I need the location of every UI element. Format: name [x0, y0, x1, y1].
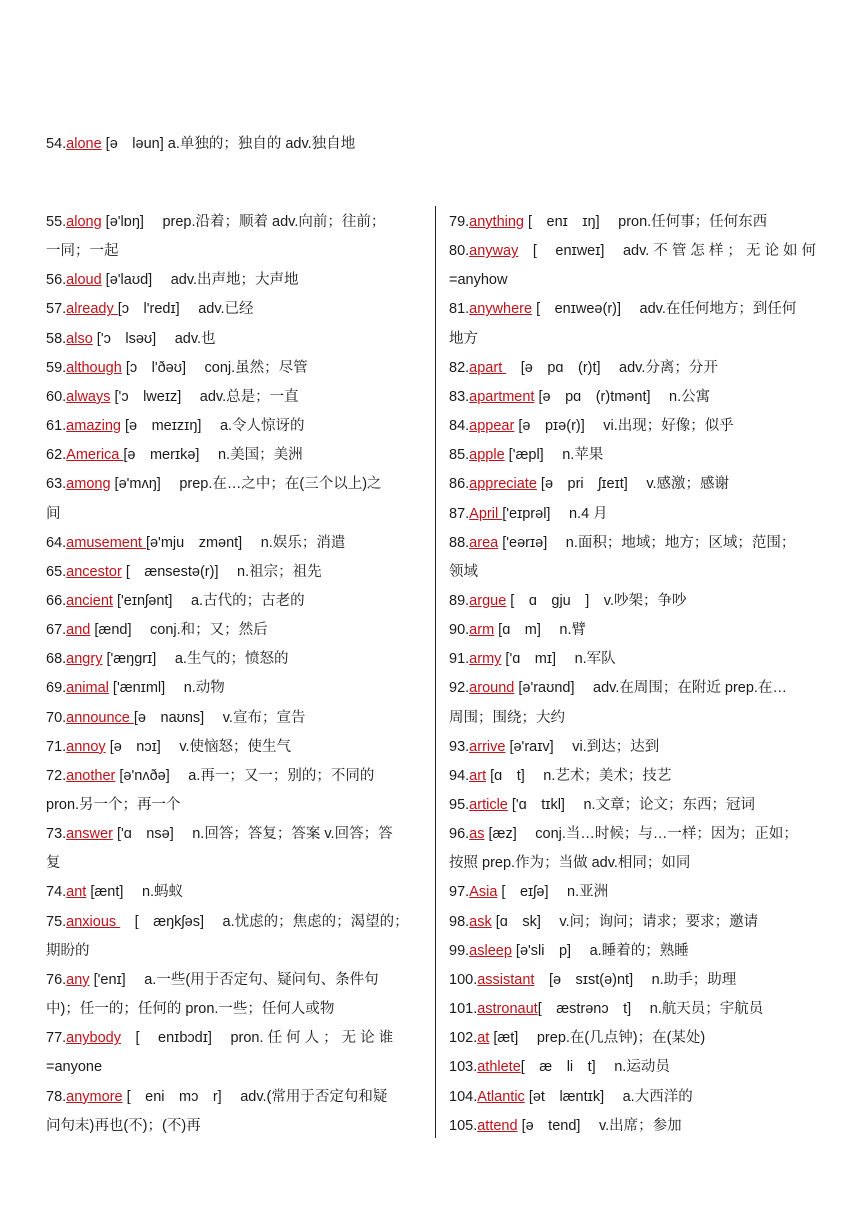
vocab-entry: [449, 1112, 682, 1141]
entry-word-link[interactable]: arm: [469, 622, 495, 639]
entry-54: [46, 130, 355, 159]
entry-definition-continued: pron.另一个；再一个: [46, 797, 181, 813]
vocab-entry: [449, 208, 767, 237]
vocab-entry: [449, 937, 689, 966]
entry-number: 103.: [449, 1059, 478, 1076]
entry-definition: [ eni mɔ r] adv.(常用于否定句和疑: [122, 1088, 388, 1105]
entry-definition: [ə'laʊd] adv.出声地；大声地: [101, 272, 299, 289]
vocab-entry: [46, 616, 268, 645]
entry-definition-continued: 按照 prep.作为；当做 adv.相同；如同: [449, 855, 691, 872]
vocab-entry: [46, 587, 305, 616]
entry-number: 77.: [46, 1030, 67, 1047]
entry-definition: [ə ləun] a.单独的；独自的 adv.独自地: [101, 136, 356, 152]
entry-word-link[interactable]: announce: [66, 709, 134, 726]
entry-word-link[interactable]: along: [66, 214, 102, 230]
entry-number: 79.: [449, 214, 470, 230]
entry-number: 98.: [449, 913, 470, 930]
entry-number: 74.: [46, 884, 67, 901]
entry-definition-continued: 复: [46, 855, 61, 872]
entry-definition: [ɑ t] n.艺术；美术；技艺: [486, 767, 672, 784]
vocab-entry: [46, 733, 291, 762]
entry-number: 101.: [449, 1001, 478, 1018]
vocab-entry: [449, 529, 795, 558]
entry-number: 63.: [46, 476, 67, 493]
entry-number: 73.: [46, 826, 67, 843]
entry-definition-continued: =anyhow: [449, 272, 508, 289]
entry-number: 55.: [46, 214, 67, 230]
entry-number: 87.: [449, 505, 470, 522]
entry-word-link[interactable]: apple: [469, 447, 505, 464]
entry-word-link[interactable]: apart: [469, 359, 507, 376]
entry-word-link[interactable]: Atlantic: [477, 1088, 525, 1105]
entry-definition: [ə'sli p] a.睡着的；熟睡: [511, 942, 689, 959]
entry-word-link[interactable]: anyway: [469, 243, 519, 260]
entry-word-link[interactable]: asleep: [469, 942, 512, 959]
vocab-entry: [449, 878, 608, 907]
entry-number: 70.: [46, 709, 67, 726]
vocab-entry: [449, 383, 710, 412]
column-divider: [435, 206, 436, 1138]
entry-definition: [ ɑ gju ] v.吵架；争吵: [506, 592, 687, 609]
entry-definition: [ə'mʌŋ] prep.在…之中；在(三个以上)之: [110, 476, 382, 493]
vocab-entry: [46, 325, 216, 354]
entry-number: 65.: [46, 563, 67, 580]
entry-word-link[interactable]: angry: [66, 651, 103, 668]
vocab-entry: [449, 966, 736, 995]
vocab-entry: [46, 966, 379, 995]
entry-definition: ['eərɪə] n.面积；地域；地方；区域；范围；: [498, 534, 796, 551]
entry-number: 90.: [449, 622, 470, 639]
entry-definition-continued: 期盼的: [46, 942, 90, 959]
entry-number: 85.: [449, 447, 470, 464]
entry-number: 93.: [449, 738, 470, 755]
entry-definition: [ɑ sk] v.问；询问；请求；要求；邀请: [491, 913, 759, 930]
entry-definition: [ə'nʌðə] a.再一；又一；别的；不同的: [115, 767, 375, 784]
entry-definition-continued: 问句末)再也(不)；(不)再: [46, 1117, 201, 1134]
vocab-entry: [46, 704, 305, 733]
entry-definition: [ə pri ʃɪeɪt] v.感激；感谢: [536, 476, 730, 493]
entry-word-link[interactable]: anxious: [66, 913, 121, 930]
entry-definition: [ə pɪə(r)] vi.出现；好像；似乎: [514, 418, 734, 435]
vocab-entry: [449, 995, 763, 1024]
entry-definition: ['eɪprəl] n.4 月: [502, 505, 608, 522]
vocab-entry: [46, 266, 299, 295]
entry-number: 92.: [449, 680, 470, 697]
entry-word-link[interactable]: athlete: [477, 1059, 521, 1076]
entry-number: 81.: [449, 301, 470, 318]
entry-number: 86.: [449, 476, 470, 493]
entry-number: 64.: [46, 534, 67, 551]
vocab-entry: [46, 908, 409, 937]
vocab-entry: [449, 616, 586, 645]
vocab-entry: [449, 354, 718, 383]
entry-definition: [ænt] n.蚂蚁: [86, 884, 184, 901]
entry-number: 104.: [449, 1088, 478, 1105]
entry-word-link[interactable]: among: [66, 476, 111, 493]
entry-word-link[interactable]: amazing: [66, 418, 121, 435]
vocab-entry: [46, 878, 183, 907]
entry-definition: [ɔ l'ðəʊ] conj.虽然；尽管: [121, 359, 308, 376]
entry-number: 76.: [46, 971, 67, 988]
entry-word-link[interactable]: answer: [66, 826, 113, 843]
entry-number: 97.: [449, 884, 470, 901]
vocab-entry: [449, 762, 671, 791]
entry-definition: ['æpl] n.苹果: [504, 447, 604, 464]
entry-definition: [ æŋkʃəs] a.忧虑的；焦虑的；渴望的；: [120, 913, 409, 930]
entry-number: 75.: [46, 913, 67, 930]
entry-definition: [ə'raʊnd] adv.在周围；在附近 prep.在…: [514, 680, 787, 697]
entry-definition: [ə nɔɪ] v.使恼怒；使生气: [105, 738, 292, 755]
entry-word-link[interactable]: anybody: [66, 1030, 121, 1047]
entry-number: 83.: [449, 388, 470, 405]
vocab-entry: [449, 908, 758, 937]
entry-definition: [ ænsestə(r)] n.祖宗；祖先: [121, 563, 322, 580]
entry-definition-continued: 中)；任一的；任何的 pron.一些；任何人或物: [46, 1001, 335, 1018]
entry-word-link[interactable]: ask: [469, 913, 492, 930]
entry-number: 61.: [46, 418, 67, 435]
entry-word-link[interactable]: appear: [469, 418, 515, 435]
entry-word-link[interactable]: annoy: [66, 738, 106, 755]
vocab-entry: [449, 237, 816, 266]
entry-number: 56.: [46, 272, 67, 289]
vocab-entry: [46, 441, 303, 470]
entry-definition: [ə sɪst(ə)nt] n.助手；助理: [534, 971, 737, 988]
entry-word-link[interactable]: apartment: [469, 388, 535, 405]
entry-definition: [ɑ m] n.臂: [494, 622, 587, 639]
entry-number: 59.: [46, 359, 67, 376]
vocab-entry: [449, 791, 755, 820]
entry-number: 96.: [449, 826, 470, 843]
vocab-entry: [449, 295, 796, 324]
entry-number: 68.: [46, 651, 67, 668]
entry-word-link[interactable]: America: [66, 447, 124, 464]
entry-word-link[interactable]: argue: [469, 592, 507, 609]
entry-word-link[interactable]: alone: [66, 136, 102, 152]
entry-definition: [ə pɑ (r)t] adv.分离；分开: [506, 359, 718, 376]
vocab-entry: [449, 412, 734, 441]
vocab-entry: [46, 1083, 387, 1112]
vocab-entry: [46, 354, 308, 383]
vocab-entry: [46, 1024, 393, 1053]
entry-number: 102.: [449, 1030, 478, 1047]
vocab-entry: [449, 1024, 705, 1053]
entry-definition: [ enɪweɪ] adv. 不 管 怎 样 ； 无 论 如 何: [518, 243, 817, 260]
entry-number: 60.: [46, 388, 67, 405]
entry-definition: ['ɔ lsəʊ] adv.也: [92, 330, 216, 347]
entry-word-link[interactable]: appreciate: [469, 476, 537, 493]
vocab-entry: [449, 1083, 693, 1112]
entry-word-link[interactable]: April: [469, 505, 503, 522]
vocab-entry: [46, 762, 374, 791]
vocab-entry: [449, 441, 603, 470]
entry-word-link[interactable]: also: [66, 330, 93, 347]
entry-number: 82.: [449, 359, 470, 376]
entry-word-link[interactable]: ancient: [66, 592, 113, 609]
entry-definition: ['ɑ nsə] n.回答；答复；答案 v.回答；答: [112, 826, 393, 843]
entry-word-link[interactable]: arrive: [469, 738, 506, 755]
entry-word-link[interactable]: attend: [477, 1117, 518, 1134]
vocab-entry: [46, 208, 385, 237]
vocab-entry: [449, 1053, 670, 1082]
vocab-entry: [46, 412, 305, 441]
entry-definition: [ə naʊns] v.宣布；宣告: [133, 709, 306, 726]
entry-definition-continued: 领域: [449, 563, 478, 580]
entry-definition-continued: 周围；围绕；大约: [449, 709, 565, 726]
vocab-entry: [46, 295, 254, 324]
entry-definition: [ æstrənɔ t] n.航天员；宇航员: [537, 1001, 764, 1018]
entry-word-link[interactable]: always: [66, 388, 111, 405]
vocab-entry: [46, 470, 382, 499]
entry-definition: [æt] prep.在(几点钟)；在(某处): [489, 1030, 706, 1047]
vocab-entry: [449, 820, 798, 849]
entry-definition: [ enɪbɔdɪ] pron. 任 何 人 ； 无 论 谁: [121, 1030, 394, 1047]
entry-number: 57.: [46, 301, 67, 318]
entry-number: 54.: [46, 136, 67, 152]
entry-definition: [ə tend] v.出席；参加: [517, 1117, 682, 1134]
vocab-entry: [46, 529, 345, 558]
entry-definition: [ eɪʃə] n.亚洲: [497, 884, 609, 901]
entry-word-link[interactable]: at: [477, 1030, 490, 1047]
entry-number: 58.: [46, 330, 67, 347]
vocab-entry: [449, 674, 787, 703]
vocab-entry: [449, 733, 659, 762]
vocab-entry: [449, 645, 616, 674]
vocab-entry: [449, 500, 608, 529]
entry-definition: ['enɪ] a.一些(用于否定句、疑问句、条件句: [89, 971, 379, 988]
entry-number: 66.: [46, 592, 67, 609]
entry-definition: [ enɪweə(r)] adv.在任何地方；到任何: [532, 301, 797, 318]
entry-word-link[interactable]: any: [66, 971, 90, 988]
entry-word-link[interactable]: another: [66, 767, 116, 784]
entry-definition: [ɔ l'redɪ] adv.已经: [117, 301, 254, 318]
entry-definition-continued: 一同；一起: [46, 243, 119, 260]
entry-word-link[interactable]: astronaut: [477, 1001, 538, 1018]
entry-word-link[interactable]: art: [469, 767, 487, 784]
entry-definition: [ə meɪzɪŋ] a.令人惊讶的: [120, 418, 305, 435]
entry-word-link[interactable]: and: [66, 622, 91, 639]
entry-definition: ['ɔ lweɪz] adv.总是；一直: [110, 388, 299, 405]
entry-number: 78.: [46, 1088, 67, 1105]
entry-definition-continued: =anyone: [46, 1059, 103, 1076]
entry-word-link[interactable]: Asia: [469, 884, 498, 901]
entry-word-link[interactable]: article: [469, 797, 508, 813]
entry-definition: [ə'lɒŋ] prep.沿着；顺着 adv.向前；往前；: [101, 214, 386, 230]
entry-word-link[interactable]: already: [66, 301, 118, 318]
entry-word-link[interactable]: anything: [469, 214, 524, 230]
entry-number: 100.: [449, 971, 478, 988]
entry-number: 72.: [46, 767, 67, 784]
entry-definition: [æz] conj.当…时候；与…一样；因为；正如；: [484, 826, 798, 843]
entry-number: 89.: [449, 592, 470, 609]
entry-number: 80.: [449, 243, 470, 260]
entry-number: 69.: [46, 680, 67, 697]
entry-number: 67.: [46, 622, 67, 639]
entry-word-link[interactable]: area: [469, 534, 499, 551]
entry-definition: ['æŋgrɪ] a.生气的；愤怒的: [102, 651, 289, 668]
vocab-entry: [46, 645, 288, 674]
entry-word-link[interactable]: ancestor: [66, 563, 122, 580]
entry-definition: ['eɪnʃənt] a.古代的；古老的: [112, 592, 305, 609]
vocab-entry: [46, 383, 299, 412]
entry-number: 71.: [46, 738, 67, 755]
entry-word-link[interactable]: as: [469, 826, 485, 843]
entry-definition: [ enɪ ɪŋ] pron.任何事；任何东西: [524, 214, 768, 230]
entry-number: 95.: [449, 797, 470, 813]
entry-definition: [ə'raɪv] vi.到达；达到: [505, 738, 660, 755]
entry-definition-continued: 间: [46, 505, 61, 522]
entry-number: 91.: [449, 651, 470, 668]
entry-definition: ['ɑ mɪ] n.军队: [501, 651, 616, 668]
entry-number: 88.: [449, 534, 470, 551]
vocab-entry: [46, 558, 322, 587]
entry-word-link[interactable]: around: [469, 680, 515, 697]
vocab-entry: [449, 587, 686, 616]
entry-word-link[interactable]: army: [469, 651, 502, 668]
vocab-entry: [46, 674, 225, 703]
entry-word-link[interactable]: anymore: [66, 1088, 123, 1105]
entry-definition-continued: 地方: [449, 330, 478, 347]
entry-definition: ['ɑ tɪkl] n.文章；论文；东西；冠词: [507, 797, 756, 813]
entry-definition: [ə merɪkə] n.美国；美洲: [123, 447, 303, 464]
entry-word-link[interactable]: assistant: [477, 971, 535, 988]
entry-word-link[interactable]: animal: [66, 680, 109, 697]
entry-number: 99.: [449, 942, 470, 959]
vocab-entry: [46, 820, 393, 849]
entry-definition: [ə'mju zmənt] n.娱乐；消遣: [145, 534, 346, 551]
entry-number: 94.: [449, 767, 470, 784]
entry-word-link[interactable]: ant: [66, 884, 87, 901]
entry-definition: [ə pɑ (r)tmənt] n.公寓: [534, 388, 711, 405]
entry-word-link[interactable]: although: [66, 359, 122, 376]
entry-word-link[interactable]: amusement: [66, 534, 146, 551]
entry-number: 62.: [46, 447, 67, 464]
entry-definition: [ænd] conj.和；又；然后: [90, 622, 268, 639]
entry-definition: [ æ li t] n.运动员: [520, 1059, 670, 1076]
entry-definition: [ət læntɪk] a.大西洋的: [524, 1088, 693, 1105]
vocab-entry: [449, 470, 729, 499]
entry-number: 105.: [449, 1117, 478, 1134]
entry-definition: ['ænɪml] n.动物: [108, 680, 225, 697]
entry-word-link[interactable]: aloud: [66, 272, 102, 289]
entry-word-link[interactable]: anywhere: [469, 301, 533, 318]
entry-number: 84.: [449, 418, 470, 435]
